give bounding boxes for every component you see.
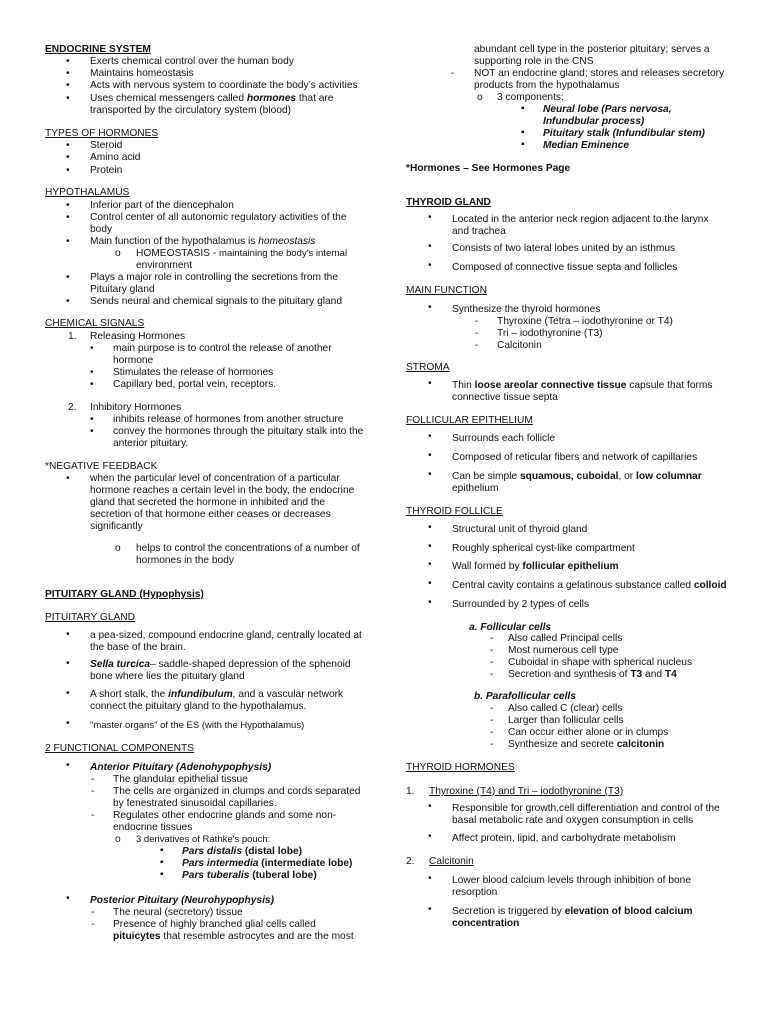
bullet: • xyxy=(66,56,70,67)
endocrine-heading: ENDOCRINE SYSTEM xyxy=(45,44,151,55)
component-item-cont: Infundbular process) xyxy=(543,116,645,127)
square-bullet: ▪ xyxy=(521,127,525,138)
epithelium-item: Can be simple squamous, cuboidal, or low columnar xyxy=(452,471,702,482)
bullet: • xyxy=(66,893,70,904)
bullet: • xyxy=(66,93,70,104)
type-item: Protein xyxy=(90,165,123,176)
derivative-item: Pars tuberalis (tuberal lobe) xyxy=(182,870,317,881)
anterior-item-cont: endocrine tissues xyxy=(113,822,193,833)
bullet: • xyxy=(428,212,432,223)
bullet: • xyxy=(428,431,432,442)
thyroid-heading: THYROID GLAND xyxy=(406,197,491,208)
bullet: • xyxy=(428,801,432,812)
hypo-item: Main function of the hypothalamus is homeostasis xyxy=(90,236,316,247)
hormone-item: Lower blood calcium levels through inhibition of bone xyxy=(452,875,691,886)
inhibitory-item: inhibits release of hormones from another structure xyxy=(113,414,344,425)
bullet: • xyxy=(66,296,70,307)
negative-line: secretion of that hormone either ceases or decreases xyxy=(90,509,331,520)
dash: - xyxy=(490,657,494,668)
thyroid-item: Consists of two lateral lobes united by an isthmus xyxy=(452,243,676,254)
dash: - xyxy=(91,774,95,785)
hypo-sub: HOMEOSTASIS - maintaining the body's internal xyxy=(136,248,348,259)
endocrine-item-cont: transported by the circulatory system (blood) xyxy=(90,105,292,116)
bullet: • xyxy=(66,80,70,91)
hormone-item-cont: basal metabolic rate and oxygen consumption in cells xyxy=(452,815,694,826)
bullet: • xyxy=(428,522,432,533)
bullet: • xyxy=(66,629,70,640)
bullet: • xyxy=(428,241,432,252)
follicular-cell-item: Cuboidal in shape with spherical nucleus xyxy=(508,657,693,668)
bullet: • xyxy=(66,760,70,771)
hypo-item: Plays a major role in controlling the secretions from the xyxy=(90,272,339,283)
square-bullet: ▪ xyxy=(521,103,525,114)
bullet: • xyxy=(66,152,70,163)
follicular-epithelium-heading: FOLLICULAR EPITHELIUM xyxy=(406,415,533,426)
square-bullet: ▪ xyxy=(521,139,525,150)
thyroid-item: Located in the anterior neck region adjacent to the larynx xyxy=(452,214,709,225)
bullet: • xyxy=(428,541,432,552)
dash: - xyxy=(490,727,494,738)
bullet: • xyxy=(66,658,70,669)
hormone-item-cont: resorption xyxy=(452,887,498,898)
follicular-cell-item: Also called Principal cells xyxy=(508,633,623,644)
type-item: Amino acid xyxy=(90,152,141,163)
bullet: • xyxy=(66,140,70,151)
bullet: • xyxy=(428,302,432,313)
follicle-item: Roughly spherical cyst-like compartment xyxy=(452,543,635,554)
anterior-item: The cells are organized in clumps and cords separated xyxy=(113,786,361,797)
hypo-item: Control center of all autonomic regulatory activities of the xyxy=(90,212,347,223)
hormones-note: *Hormones – See Hormones Page xyxy=(406,163,571,174)
posterior-title: Posterior Pituitary (Neurohypophysis) xyxy=(90,895,274,906)
hormone-item: Secretion is triggered by elevation of blood calcium xyxy=(452,906,693,917)
posterior-item: Presence of highly branched glial cells called xyxy=(113,919,316,930)
bullet: • xyxy=(428,578,432,589)
dash: - xyxy=(490,739,494,750)
bullet: • xyxy=(428,469,432,480)
sub-bullet: o xyxy=(477,92,483,103)
follicle-item: Central cavity contains a gelatinous substance called colloid xyxy=(452,580,727,591)
sub-bullet: o xyxy=(115,543,121,554)
anterior-item: The glandular epithelial tissue xyxy=(113,774,248,785)
pituitary-item-cont: bone where lies the pituitary gland xyxy=(90,671,245,682)
pituitary-item-cont: connect the pituitary gland to the hypothalamus. xyxy=(90,701,307,712)
dash: - xyxy=(490,703,494,714)
thyroid-item: Composed of connective tissue septa and follicles xyxy=(452,262,678,273)
bullet: • xyxy=(428,559,432,570)
hypo-item-cont: body xyxy=(90,224,113,235)
continued-line: abundant cell type in the posterior pituitary; serves a xyxy=(474,44,710,55)
epithelium-item-cont: epithelium xyxy=(452,483,499,494)
pituitary-item: A short stalk, the infundibulum, and a vascular network xyxy=(90,689,344,700)
dash: - xyxy=(91,786,95,797)
stroma-heading: STROMA xyxy=(406,362,450,373)
thyroid-hormones-heading: THYROID HORMONES xyxy=(406,762,515,773)
inhibitory-title: Inhibitory Hormones xyxy=(90,402,182,413)
bullet: • xyxy=(428,597,432,608)
endocrine-item: Exerts chemical control over the human body xyxy=(90,56,294,67)
endocrine-item: Maintains homeostasis xyxy=(90,68,194,79)
dash: - xyxy=(490,669,494,680)
negative-line: gland that secreted the hormone in inhibited and the xyxy=(90,497,326,508)
parafollicular-cells-title: b. Parafollicular cells xyxy=(474,691,576,702)
follicle-item: Surrounded by 2 types of cells xyxy=(452,599,590,610)
bullet: • xyxy=(428,831,432,842)
hypo-sub-cont: environment xyxy=(136,260,193,271)
parafollicular-cell-item: Also called C (clear) cells xyxy=(508,703,623,714)
hypo-item-cont: Pituitary gland xyxy=(90,284,155,295)
bullet: • xyxy=(428,378,432,389)
dash: - xyxy=(475,340,479,351)
bullet: • xyxy=(90,343,94,354)
hormone-title: Calcitonin xyxy=(429,856,474,867)
epithelium-item: Composed of reticular fibers and network of capillaries xyxy=(452,452,698,463)
dash: - xyxy=(451,68,455,79)
pituitary-item: Sella turcica– saddle-shaped depression of the sphenoid xyxy=(90,659,351,670)
chemical-heading: CHEMICAL SIGNALS xyxy=(45,318,145,329)
list-number: 2. xyxy=(406,856,415,867)
main-sub: Thyroxine (Tetra – iodothyronine or T4) xyxy=(497,316,673,327)
endocrine-item: Acts with nervous system to coordinate the body’s activities xyxy=(90,80,358,91)
type-item: Steroid xyxy=(90,140,123,151)
hypo-item: Inferior part of the diencephalon xyxy=(90,200,234,211)
anterior-title: Anterior Pituitary (Adenohypophysis) xyxy=(90,762,272,773)
dash: - xyxy=(490,633,494,644)
dash: - xyxy=(475,316,479,327)
hormone-item-cont: concentration xyxy=(452,918,520,929)
anterior-item-cont: by fenestrated sinusoidal capillaries. xyxy=(113,798,277,809)
stroma-item-cont: connective tissue septa xyxy=(452,392,558,403)
bullet: • xyxy=(66,473,70,484)
bullet: • xyxy=(428,260,432,271)
bullet: • xyxy=(428,450,432,461)
follicle-item: Wall formed by follicular epithelium xyxy=(452,561,619,572)
follicle-item: Structural unit of thyroid gland xyxy=(452,524,588,535)
thyroid-item-cont: and trachea xyxy=(452,226,506,237)
types-heading: TYPES OF HORMONES xyxy=(45,128,159,139)
pituitary-item: "master organs" of the ES (with the Hypothalamus) xyxy=(90,720,305,731)
pituitary-title: PITUITARY GLAND (Hypophysis) xyxy=(45,589,204,600)
square-bullet: ▪ xyxy=(160,869,164,880)
epithelium-item: Surrounds each follicle xyxy=(452,433,556,444)
continued-line: supporting role in the CNS xyxy=(474,56,594,67)
components-heading: 2 FUNCTIONAL COMPONENTS xyxy=(45,743,195,754)
releasing-item-cont: hormone xyxy=(113,355,154,366)
dash: - xyxy=(91,907,95,918)
stroma-item: Thin loose areolar connective tissue capsule that forms xyxy=(452,380,713,391)
bullet: • xyxy=(66,212,70,223)
dash: - xyxy=(490,645,494,656)
dash: - xyxy=(91,919,95,930)
negative-line: hormone reaches a certain level in the body, the endocrine xyxy=(90,485,355,496)
follicular-cell-item: Secretion and synthesis of T3 and T4 xyxy=(508,669,677,680)
main-sub: Tri – iodothyronine (T3) xyxy=(497,328,603,339)
negative-line: when the particular level of concentration of a particular xyxy=(90,473,340,484)
list-number: 2. xyxy=(68,402,77,413)
thyroid-follicle-heading: THYROID FOLLICLE xyxy=(406,506,503,517)
bullet: • xyxy=(66,68,70,79)
derivative-item: Pars distalis (distal lobe) xyxy=(182,846,303,857)
component-item: Median Eminence xyxy=(543,140,630,151)
releasing-item: main purpose is to control the release of another xyxy=(113,343,332,354)
derivative-item: Pars intermedia (intermediate lobe) xyxy=(182,858,353,869)
pituitary-item: a pea-sized, compound endocrine gland, centrally located at xyxy=(90,630,362,641)
main-sub: Calcitonin xyxy=(497,340,542,351)
hormone-title: Thyroxine (T4) and Tri – iodothyronine (T3) xyxy=(429,786,624,797)
negative-sub: helps to control the concentrations of a number of xyxy=(136,543,360,554)
sub-bullet: o xyxy=(115,834,121,845)
bullet: • xyxy=(90,367,94,378)
inhibitory-item-cont: anterior pituitary. xyxy=(113,438,189,449)
posterior-item: The neural (secretory) tissue xyxy=(113,907,243,918)
dash: - xyxy=(490,715,494,726)
hypothalamus-heading: HYPOTHALAMUS xyxy=(45,187,130,198)
continued-line: products from the hypothalamus xyxy=(474,80,620,91)
follicular-cells-title: a. Follicular cells xyxy=(469,622,552,633)
negative-sub-cont: hormones in the body xyxy=(136,555,234,566)
bullet: • xyxy=(66,718,70,729)
releasing-item: Stimulates the release of hormones xyxy=(113,367,274,378)
bullet: • xyxy=(66,688,70,699)
components-label: 3 components: xyxy=(497,92,564,103)
pituitary-heading: PITUITARY GLAND xyxy=(45,612,136,623)
list-number: 1. xyxy=(406,786,415,797)
hormone-item: Responsible for growth,cell differentiation and control of the xyxy=(452,803,720,814)
list-number: 1. xyxy=(68,331,77,342)
parafollicular-cell-item: Synthesize and secrete calcitonin xyxy=(508,739,665,750)
hormone-item: Affect protein, lipid, and carbohydrate metabolism xyxy=(452,833,676,844)
posterior-item-cont: pituicytes that resemble astrocytes and are the most xyxy=(113,931,354,942)
bullet: • xyxy=(90,426,94,437)
component-item: Neural lobe (Pars nervosa, xyxy=(543,104,672,115)
bullet: • xyxy=(90,414,94,425)
component-item: Pituitary stalk (Infundibular stem) xyxy=(543,128,705,139)
bullet: • xyxy=(90,379,94,390)
bullet: • xyxy=(66,236,70,247)
pituitary-item-cont: the base of the brain. xyxy=(90,642,186,653)
rathke-label: 3 derivatives of Rathke's pouch: xyxy=(136,834,271,845)
bullet: • xyxy=(66,165,70,176)
parafollicular-cell-item: Can occur either alone or in clumps xyxy=(508,727,669,738)
follicular-cell-item: Most numerous cell type xyxy=(508,645,619,656)
negative-feedback-heading: *NEGATIVE FEEDBACK xyxy=(45,461,158,472)
bullet: • xyxy=(66,200,70,211)
square-bullet: ▪ xyxy=(160,857,164,868)
sub-bullet: o xyxy=(115,248,121,259)
square-bullet: ▪ xyxy=(160,845,164,856)
main-item: Synthesize the thyroid hormones xyxy=(452,304,601,315)
continued-line: NOT an endocrine gland; stores and releases secretory xyxy=(474,68,725,79)
bullet: • xyxy=(66,272,70,283)
releasing-title: Releasing Hormones xyxy=(90,331,186,342)
dash: - xyxy=(91,810,95,821)
endocrine-item: Uses chemical messengers called hormones that are xyxy=(90,93,334,104)
hypo-item: Sends neural and chemical signals to the pituitary gland xyxy=(90,296,343,307)
dash: - xyxy=(475,328,479,339)
anterior-item: Regulates other endocrine glands and some non- xyxy=(113,810,337,821)
main-function-heading: MAIN FUNCTION xyxy=(406,285,487,296)
negative-line: significantly xyxy=(90,521,143,532)
bullet: • xyxy=(428,873,432,884)
inhibitory-item: convey the hormones through the pituitary stalk into the xyxy=(113,426,364,437)
parafollicular-cell-item: Larger than follicular cells xyxy=(508,715,624,726)
releasing-item: Capillary bed, portal vein, receptors. xyxy=(113,379,277,390)
bullet: • xyxy=(428,904,432,915)
